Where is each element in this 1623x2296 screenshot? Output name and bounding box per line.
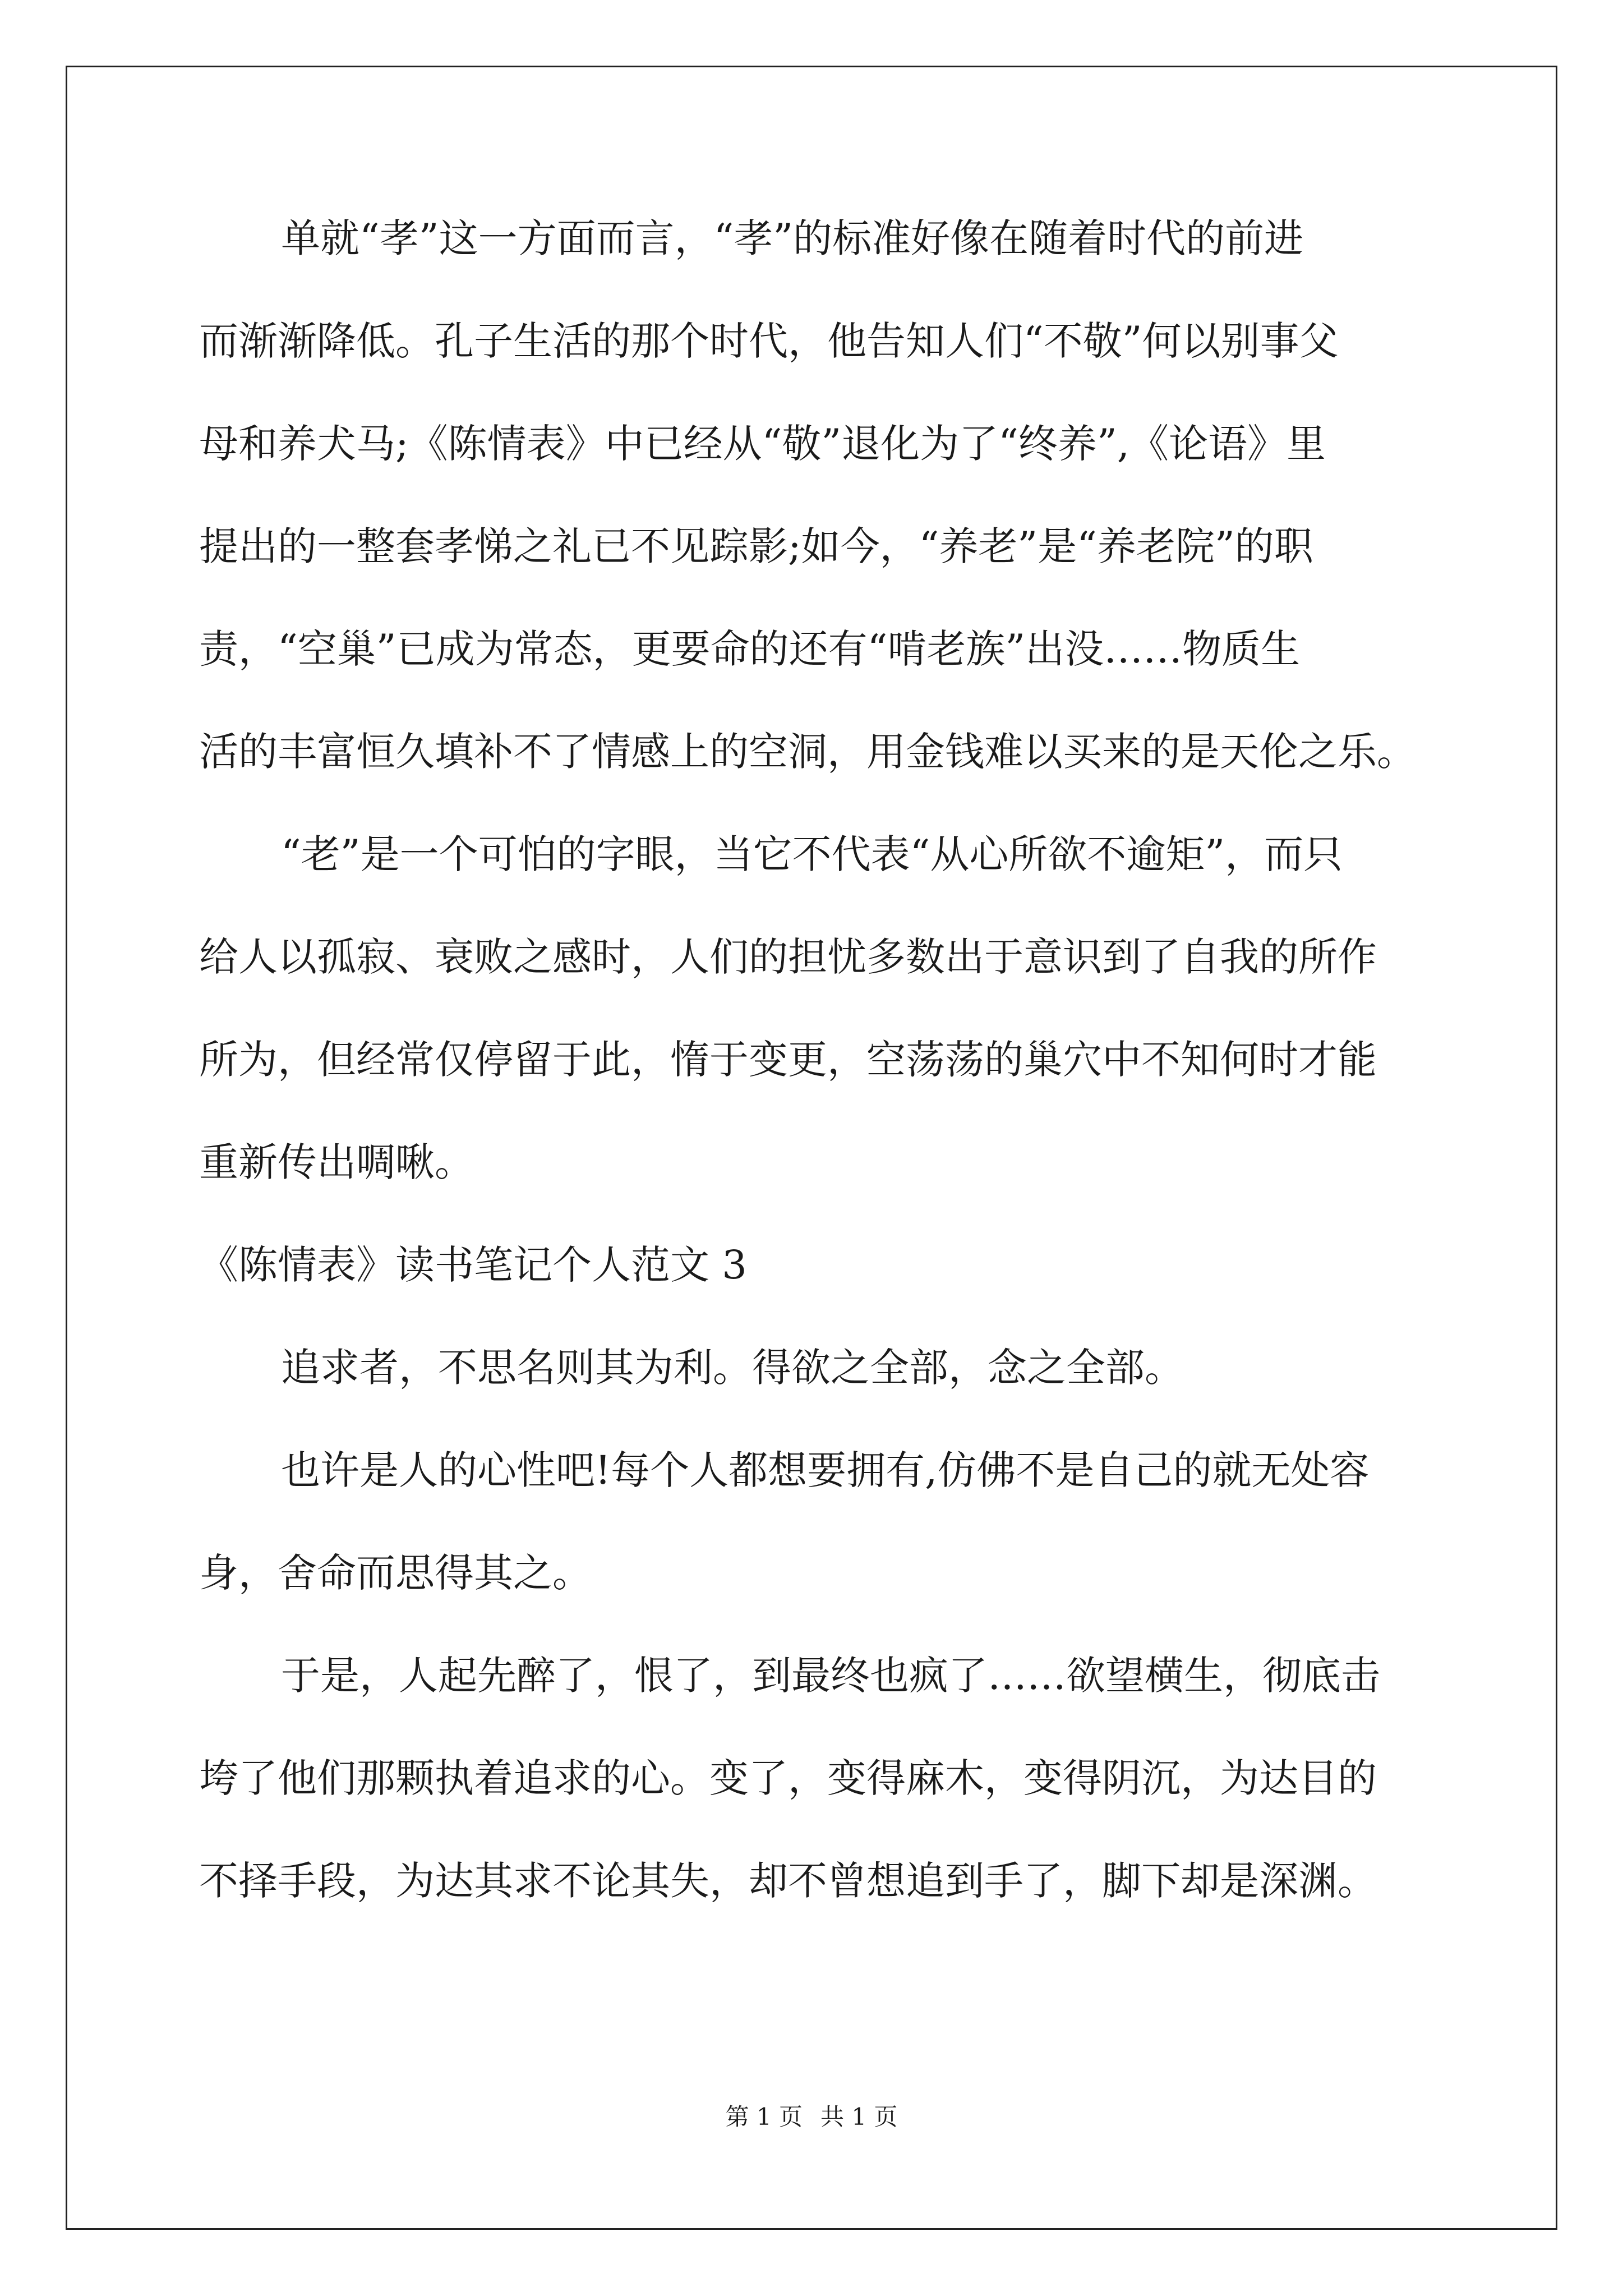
section-heading: 《陈情表》读书笔记个人范文 3 bbox=[199, 1242, 747, 1288]
paragraph-1-line-1: 单就“孝”这一方面而言，“孝”的标准好像在随着时代的前进 bbox=[281, 215, 1304, 261]
paragraph-4-line-2: 身，舍命而思得其之。 bbox=[199, 1550, 592, 1596]
paragraph-1-line-4: 提出的一整套孝悌之礼已不见踪影;如今，“养老”是“养老院”的职 bbox=[199, 523, 1313, 569]
paragraph-5-line-1: 于是，人起先醉了，恨了，到最终也疯了……欲望横生，彻底击 bbox=[281, 1653, 1380, 1699]
paragraph-5-line-3: 不择手段，为达其求不论其失，却不曾想追到手了，脚下却是深渊。 bbox=[199, 1858, 1377, 1904]
paragraph-5-line-2: 垮了他们那颗执着追求的心。变了，变得麻木，变得阴沉，为达目的 bbox=[199, 1755, 1377, 1801]
paragraph-1-line-3: 母和养犬马;《陈情表》中已经从“敬”退化为了“终养”,《论语》里 bbox=[199, 421, 1326, 467]
paragraph-4-line-1: 也许是人的心性吧!每个人都想要拥有,仿佛不是自己的就无处容 bbox=[281, 1447, 1370, 1493]
paragraph-3-line-1: 追求者，不思名则其为利。得欲之全部，念之全部。 bbox=[281, 1345, 1184, 1391]
paragraph-1-line-6: 活的丰富恒久填补不了情感上的空洞，用金钱难以买来的是天伦之乐。 bbox=[199, 729, 1416, 775]
paragraph-2-line-4: 重新传出啁啾。 bbox=[199, 1139, 474, 1185]
paragraph-2-line-3: 所为，但经常仅停留于此，惰于变更，空荡荡的巢穴中不知何时才能 bbox=[199, 1037, 1377, 1083]
paragraph-1-line-5: 责，“空巢”已成为常态，更要命的还有“啃老族”出没……物质生 bbox=[199, 626, 1301, 672]
paragraph-2-line-2: 给人以孤寂、衰败之感时，人们的担忧多数出于意识到了自我的所作 bbox=[199, 934, 1377, 980]
page-number: 第 1 页 bbox=[725, 2103, 803, 2131]
paragraph-2-line-1: “老”是一个可怕的字眼，当它不代表“从心所欲不逾矩”，而只 bbox=[281, 831, 1343, 877]
paragraph-1-line-2: 而渐渐降低。孔子生活的那个时代，他告知人们“不敬”何以别事父 bbox=[199, 318, 1339, 364]
page-total: 共 1 页 bbox=[820, 2103, 898, 2131]
page-footer bbox=[0, 2100, 1623, 2134]
